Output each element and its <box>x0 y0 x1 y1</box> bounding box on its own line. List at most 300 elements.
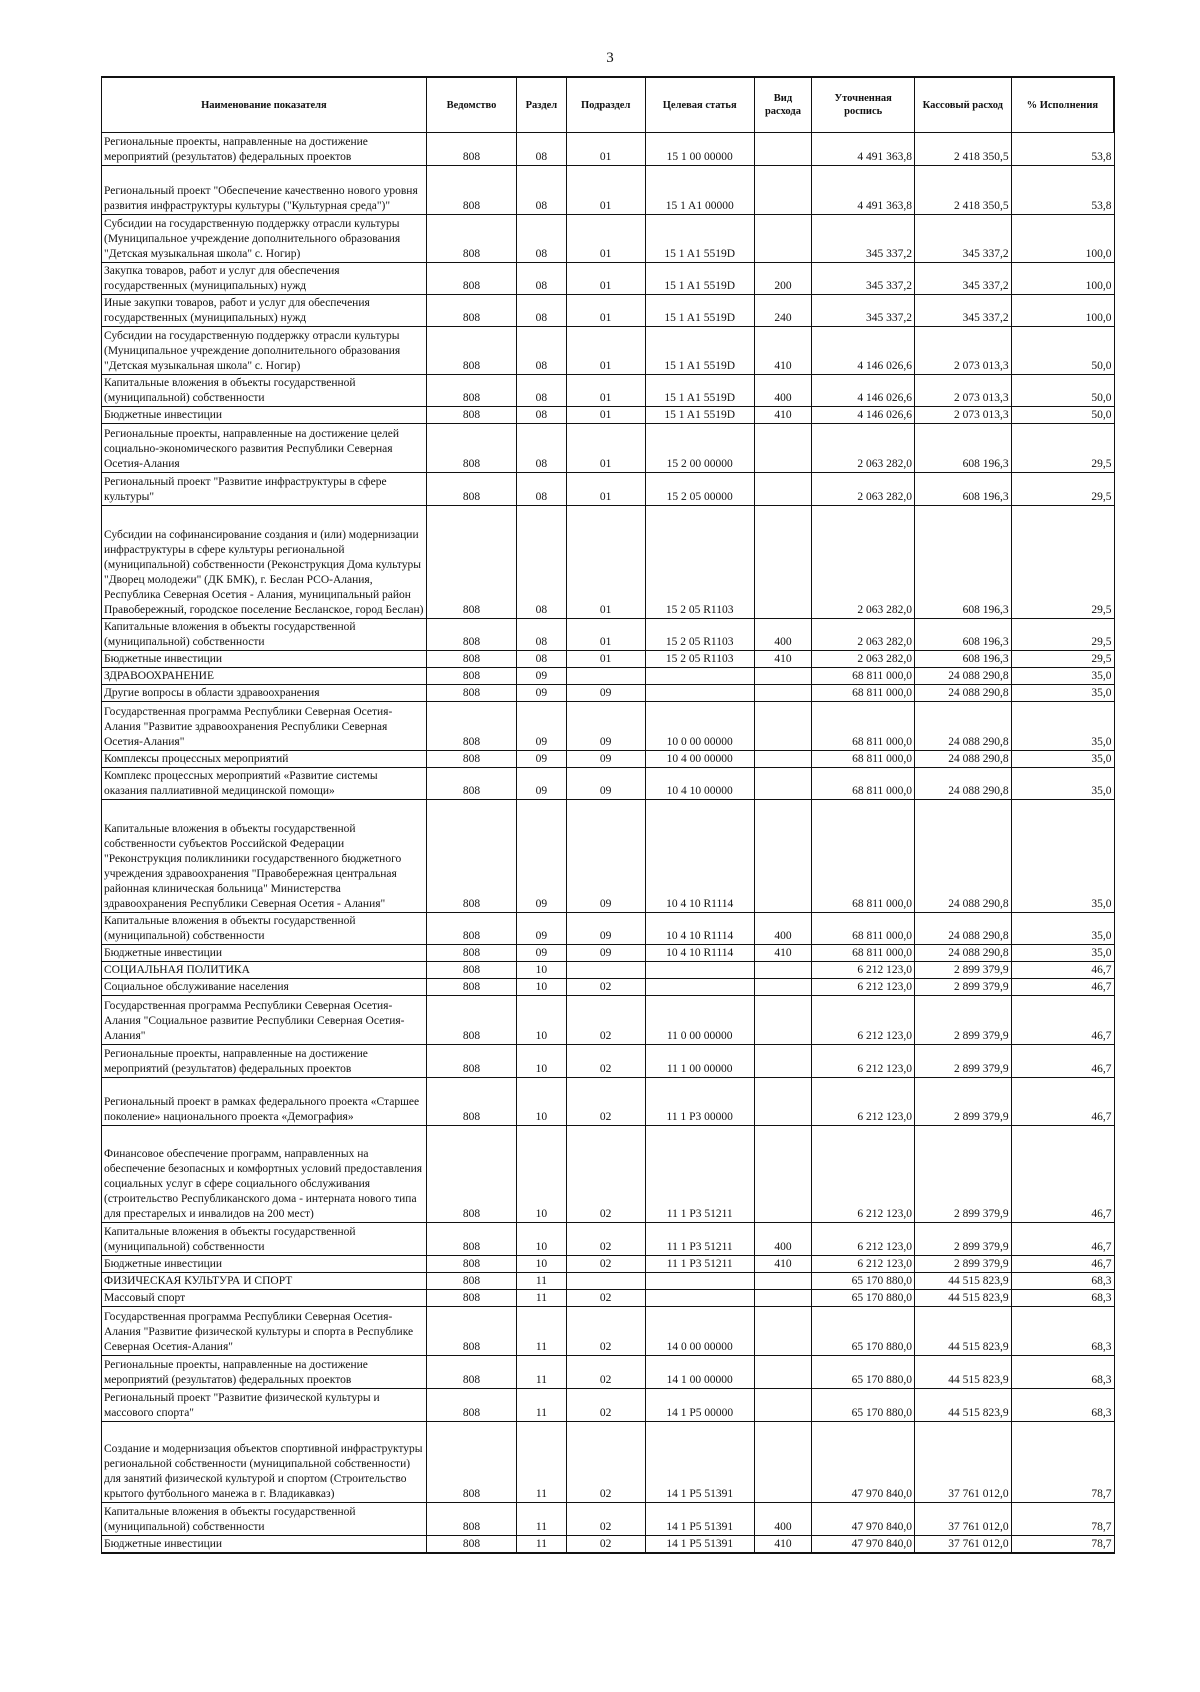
cell-name: Капитальные вложения в объекты государственной (муниципальной) собственности <box>102 619 427 651</box>
cell-utochnennaya-rospis: 68 811 000,0 <box>812 685 915 702</box>
cell-vedomstvo: 808 <box>426 1307 516 1356</box>
cell-podrazdel: 02 <box>566 1045 645 1078</box>
table-row <box>102 913 1115 945</box>
cell-utochnennaya-rospis: 68 811 000,0 <box>812 945 915 962</box>
cell-celevaya-statya: 15 1 A1 5519D <box>645 375 754 407</box>
cell-vedomstvo: 808 <box>426 375 516 407</box>
cell-podrazdel: 02 <box>566 1307 645 1356</box>
cell-vid-rashoda: 410 <box>754 407 812 424</box>
cell-vedomstvo: 808 <box>426 768 516 800</box>
table-row <box>102 1256 1115 1273</box>
cell-vedomstvo: 808 <box>426 506 516 619</box>
cell-kassovy-rashod: 2 899 379,9 <box>915 996 1012 1045</box>
table-row <box>102 1078 1115 1126</box>
cell-vid-rashoda: 400 <box>754 1223 812 1256</box>
cell-vid-rashoda <box>754 1126 812 1223</box>
cell-kassovy-rashod: 37 761 012,0 <box>915 1422 1012 1503</box>
cell-vid-rashoda <box>754 215 812 263</box>
cell-kassovy-rashod: 608 196,3 <box>915 619 1012 651</box>
cell-kassovy-rashod: 2 899 379,9 <box>915 979 1012 996</box>
cell-podrazdel: 01 <box>566 424 645 473</box>
cell-ispolnenie: 100,0 <box>1011 263 1114 295</box>
cell-vedomstvo: 808 <box>426 424 516 473</box>
cell-vid-rashoda <box>754 1273 812 1290</box>
table-row <box>102 979 1115 996</box>
cell-name: Региональный проект "Обеспечение качественно нового уровня развития инфраструктуры культуры ("Культурная среда")" <box>102 166 427 215</box>
cell-razdel: 11 <box>517 1503 566 1536</box>
cell-vedomstvo: 808 <box>426 962 516 979</box>
cell-ispolnenie: 78,7 <box>1011 1536 1114 1553</box>
cell-name: Капитальные вложения в объекты государственной (муниципальной) собственности <box>102 1503 427 1536</box>
cell-vid-rashoda <box>754 1078 812 1126</box>
cell-podrazdel: 02 <box>566 1078 645 1126</box>
cell-utochnennaya-rospis: 6 212 123,0 <box>812 979 915 996</box>
cell-vid-rashoda <box>754 1290 812 1307</box>
cell-razdel: 08 <box>517 473 566 506</box>
cell-celevaya-statya: 15 1 A1 5519D <box>645 327 754 375</box>
table-row <box>102 685 1115 702</box>
cell-kassovy-rashod: 608 196,3 <box>915 473 1012 506</box>
cell-name: Государственная программа Республики Северная Осетия-Алания "Развитие физической культуры и спорта в Республике Северная Осетия-Алания" <box>102 1307 427 1356</box>
cell-celevaya-statya: 10 4 10 R1114 <box>645 913 754 945</box>
cell-vedomstvo: 808 <box>426 166 516 215</box>
cell-vid-rashoda: 410 <box>754 1536 812 1553</box>
cell-vid-rashoda <box>754 506 812 619</box>
cell-kassovy-rashod: 44 515 823,9 <box>915 1273 1012 1290</box>
cell-vedomstvo: 808 <box>426 215 516 263</box>
cell-kassovy-rashod: 24 088 290,8 <box>915 913 1012 945</box>
cell-razdel: 09 <box>517 768 566 800</box>
cell-kassovy-rashod: 2 899 379,9 <box>915 1078 1012 1126</box>
cell-name: Бюджетные инвестиции <box>102 1256 427 1273</box>
cell-ispolnenie: 100,0 <box>1011 295 1114 327</box>
cell-ispolnenie: 46,7 <box>1011 996 1114 1045</box>
cell-razdel: 09 <box>517 685 566 702</box>
table-row <box>102 962 1115 979</box>
cell-kassovy-rashod: 24 088 290,8 <box>915 685 1012 702</box>
cell-kassovy-rashod: 44 515 823,9 <box>915 1290 1012 1307</box>
cell-name: Социальное обслуживание населения <box>102 979 427 996</box>
cell-utochnennaya-rospis: 345 337,2 <box>812 295 915 327</box>
cell-ispolnenie: 46,7 <box>1011 962 1114 979</box>
cell-celevaya-statya: 14 0 00 00000 <box>645 1307 754 1356</box>
cell-utochnennaya-rospis: 2 063 282,0 <box>812 651 915 668</box>
cell-utochnennaya-rospis: 47 970 840,0 <box>812 1422 915 1503</box>
cell-utochnennaya-rospis: 68 811 000,0 <box>812 668 915 685</box>
cell-utochnennaya-rospis: 345 337,2 <box>812 215 915 263</box>
cell-vedomstvo: 808 <box>426 1389 516 1422</box>
cell-razdel: 08 <box>517 133 566 166</box>
cell-ispolnenie: 35,0 <box>1011 702 1114 751</box>
cell-celevaya-statya: 14 1 P5 00000 <box>645 1389 754 1422</box>
cell-kassovy-rashod: 37 761 012,0 <box>915 1536 1012 1553</box>
cell-podrazdel: 02 <box>566 1422 645 1503</box>
cell-utochnennaya-rospis: 6 212 123,0 <box>812 1256 915 1273</box>
cell-celevaya-statya <box>645 1290 754 1307</box>
header-vedomstvo: Ведомство <box>426 77 516 133</box>
cell-kassovy-rashod: 37 761 012,0 <box>915 1503 1012 1536</box>
table-row <box>102 133 1115 166</box>
table-row <box>102 1045 1115 1078</box>
cell-vedomstvo: 808 <box>426 1256 516 1273</box>
cell-vid-rashoda: 400 <box>754 375 812 407</box>
table-row <box>102 375 1115 407</box>
cell-vedomstvo: 808 <box>426 1503 516 1536</box>
cell-utochnennaya-rospis: 2 063 282,0 <box>812 506 915 619</box>
cell-utochnennaya-rospis: 6 212 123,0 <box>812 1126 915 1223</box>
cell-ispolnenie: 35,0 <box>1011 913 1114 945</box>
cell-razdel: 10 <box>517 979 566 996</box>
cell-vid-rashoda <box>754 424 812 473</box>
cell-vedomstvo: 808 <box>426 1223 516 1256</box>
table-row <box>102 1503 1115 1536</box>
cell-celevaya-statya: 10 4 10 R1114 <box>645 945 754 962</box>
cell-vedomstvo: 808 <box>426 1273 516 1290</box>
cell-vid-rashoda <box>754 1356 812 1389</box>
cell-vedomstvo: 808 <box>426 1356 516 1389</box>
cell-vedomstvo: 808 <box>426 651 516 668</box>
table-row <box>102 668 1115 685</box>
cell-celevaya-statya: 14 1 P5 51391 <box>645 1503 754 1536</box>
cell-name: Региональные проекты, направленные на достижение целей социально-экономического развития Республики Северная Осетия-Алания <box>102 424 427 473</box>
cell-podrazdel: 01 <box>566 407 645 424</box>
cell-kassovy-rashod: 44 515 823,9 <box>915 1389 1012 1422</box>
cell-name: Капитальные вложения в объекты государственной (муниципальной) собственности <box>102 1223 427 1256</box>
cell-podrazdel <box>566 1273 645 1290</box>
cell-ispolnenie: 46,7 <box>1011 979 1114 996</box>
cell-name: Бюджетные инвестиции <box>102 1536 427 1553</box>
cell-podrazdel: 01 <box>566 506 645 619</box>
cell-vedomstvo: 808 <box>426 407 516 424</box>
cell-ispolnenie: 46,7 <box>1011 1078 1114 1126</box>
cell-utochnennaya-rospis: 65 170 880,0 <box>812 1290 915 1307</box>
cell-razdel: 09 <box>517 751 566 768</box>
cell-name: Региональный проект в рамках федерального проекта «Старшее поколение» национального проекта «Демография» <box>102 1078 427 1126</box>
cell-name: Государственная программа Республики Северная Осетия-Алания "Развитие здравоохранения Республики Северная Осетия-Алания" <box>102 702 427 751</box>
cell-razdel: 10 <box>517 1223 566 1256</box>
table-row <box>102 1290 1115 1307</box>
cell-vid-rashoda: 400 <box>754 619 812 651</box>
cell-vid-rashoda: 240 <box>754 295 812 327</box>
cell-podrazdel <box>566 668 645 685</box>
table-row <box>102 1307 1115 1356</box>
cell-ispolnenie: 35,0 <box>1011 668 1114 685</box>
table-row <box>102 619 1115 651</box>
header-razdel: Раздел <box>517 77 566 133</box>
cell-kassovy-rashod: 608 196,3 <box>915 506 1012 619</box>
header-utochnennaya-rospis: Уточненная роспись <box>812 77 915 133</box>
cell-razdel: 08 <box>517 619 566 651</box>
cell-celevaya-statya: 15 1 A1 5519D <box>645 215 754 263</box>
table-row <box>102 407 1115 424</box>
cell-utochnennaya-rospis: 68 811 000,0 <box>812 800 915 913</box>
cell-razdel: 09 <box>517 945 566 962</box>
cell-name: Комплексы процессных мероприятий <box>102 751 427 768</box>
cell-name: Бюджетные инвестиции <box>102 945 427 962</box>
cell-vedomstvo: 808 <box>426 327 516 375</box>
table-row <box>102 1223 1115 1256</box>
table-row <box>102 1389 1115 1422</box>
cell-celevaya-statya: 14 1 P5 51391 <box>645 1536 754 1553</box>
cell-vedomstvo: 808 <box>426 263 516 295</box>
cell-vid-rashoda <box>754 962 812 979</box>
cell-ispolnenie: 68,3 <box>1011 1290 1114 1307</box>
cell-name: Региональный проект "Развитие физической культуры и массового спорта" <box>102 1389 427 1422</box>
cell-celevaya-statya: 10 4 10 R1114 <box>645 800 754 913</box>
cell-vid-rashoda: 410 <box>754 651 812 668</box>
cell-vedomstvo: 808 <box>426 996 516 1045</box>
cell-razdel: 09 <box>517 702 566 751</box>
cell-vid-rashoda <box>754 668 812 685</box>
cell-podrazdel: 01 <box>566 215 645 263</box>
cell-podrazdel <box>566 962 645 979</box>
cell-razdel: 10 <box>517 1078 566 1126</box>
cell-vedomstvo: 808 <box>426 979 516 996</box>
header-kassovy-rashod: Кассовый расход <box>915 77 1012 133</box>
cell-kassovy-rashod: 24 088 290,8 <box>915 668 1012 685</box>
cell-ispolnenie: 35,0 <box>1011 945 1114 962</box>
cell-utochnennaya-rospis: 6 212 123,0 <box>812 1078 915 1126</box>
cell-utochnennaya-rospis: 2 063 282,0 <box>812 619 915 651</box>
cell-utochnennaya-rospis: 47 970 840,0 <box>812 1536 915 1553</box>
cell-name: Региональный проект "Развитие инфраструктуры в сфере культуры" <box>102 473 427 506</box>
cell-razdel: 08 <box>517 424 566 473</box>
cell-celevaya-statya: 15 1 A1 00000 <box>645 166 754 215</box>
cell-celevaya-statya: 10 0 00 00000 <box>645 702 754 751</box>
cell-celevaya-statya: 15 1 A1 5519D <box>645 295 754 327</box>
cell-ispolnenie: 35,0 <box>1011 800 1114 913</box>
cell-razdel: 09 <box>517 668 566 685</box>
cell-utochnennaya-rospis: 6 212 123,0 <box>812 1045 915 1078</box>
cell-kassovy-rashod: 24 088 290,8 <box>915 751 1012 768</box>
cell-celevaya-statya: 15 2 00 00000 <box>645 424 754 473</box>
cell-ispolnenie: 46,7 <box>1011 1045 1114 1078</box>
cell-kassovy-rashod: 2 418 350,5 <box>915 133 1012 166</box>
cell-vid-rashoda <box>754 996 812 1045</box>
cell-name: Капитальные вложения в объекты государственной (муниципальной) собственности <box>102 913 427 945</box>
cell-kassovy-rashod: 24 088 290,8 <box>915 768 1012 800</box>
cell-razdel: 08 <box>517 166 566 215</box>
cell-name: ЗДРАВООХРАНЕНИЕ <box>102 668 427 685</box>
cell-name: ФИЗИЧЕСКАЯ КУЛЬТУРА И СПОРТ <box>102 1273 427 1290</box>
cell-ispolnenie: 29,5 <box>1011 473 1114 506</box>
cell-kassovy-rashod: 608 196,3 <box>915 424 1012 473</box>
cell-vedomstvo: 808 <box>426 619 516 651</box>
cell-celevaya-statya <box>645 668 754 685</box>
cell-razdel: 10 <box>517 1045 566 1078</box>
budget-execution-table <box>101 76 1115 1554</box>
cell-razdel: 08 <box>517 263 566 295</box>
cell-utochnennaya-rospis: 345 337,2 <box>812 263 915 295</box>
table-row <box>102 295 1115 327</box>
cell-vid-rashoda <box>754 473 812 506</box>
table-row <box>102 1356 1115 1389</box>
cell-vedomstvo: 808 <box>426 1126 516 1223</box>
cell-vid-rashoda: 410 <box>754 945 812 962</box>
cell-vid-rashoda <box>754 1307 812 1356</box>
cell-vid-rashoda: 410 <box>754 1256 812 1273</box>
cell-podrazdel: 09 <box>566 768 645 800</box>
cell-celevaya-statya <box>645 685 754 702</box>
cell-utochnennaya-rospis: 65 170 880,0 <box>812 1356 915 1389</box>
header-name: Наименование показателя <box>102 77 427 133</box>
cell-ispolnenie: 46,7 <box>1011 1223 1114 1256</box>
table-body <box>102 133 1115 1553</box>
cell-vedomstvo: 808 <box>426 702 516 751</box>
cell-podrazdel: 09 <box>566 913 645 945</box>
cell-kassovy-rashod: 24 088 290,8 <box>915 702 1012 751</box>
cell-utochnennaya-rospis: 65 170 880,0 <box>812 1389 915 1422</box>
cell-podrazdel: 01 <box>566 375 645 407</box>
cell-ispolnenie: 68,3 <box>1011 1356 1114 1389</box>
cell-ispolnenie: 100,0 <box>1011 215 1114 263</box>
cell-razdel: 11 <box>517 1536 566 1553</box>
table-row <box>102 166 1115 215</box>
cell-celevaya-statya: 15 1 00 00000 <box>645 133 754 166</box>
cell-razdel: 11 <box>517 1290 566 1307</box>
cell-vedomstvo: 808 <box>426 800 516 913</box>
cell-podrazdel: 01 <box>566 473 645 506</box>
cell-vedomstvo: 808 <box>426 1422 516 1503</box>
cell-kassovy-rashod: 345 337,2 <box>915 295 1012 327</box>
cell-razdel: 08 <box>517 215 566 263</box>
cell-utochnennaya-rospis: 4 491 363,8 <box>812 133 915 166</box>
cell-name: Региональные проекты, направленные на достижение мероприятий (результатов) федеральных проектов <box>102 1045 427 1078</box>
table-row <box>102 945 1115 962</box>
cell-name: СОЦИАЛЬНАЯ ПОЛИТИКА <box>102 962 427 979</box>
cell-ispolnenie: 78,7 <box>1011 1422 1114 1503</box>
cell-ispolnenie: 35,0 <box>1011 768 1114 800</box>
cell-kassovy-rashod: 2 073 013,3 <box>915 327 1012 375</box>
cell-vid-rashoda: 400 <box>754 1503 812 1536</box>
cell-name: Субсидии на государственную поддержку отрасли культуры (Муниципальное учреждение дополнительного образования "Детская музыкальная школа" с. Ногир) <box>102 327 427 375</box>
cell-razdel: 10 <box>517 996 566 1045</box>
table-row <box>102 424 1115 473</box>
cell-podrazdel: 01 <box>566 166 645 215</box>
cell-utochnennaya-rospis: 6 212 123,0 <box>812 1223 915 1256</box>
cell-ispolnenie: 50,0 <box>1011 327 1114 375</box>
cell-celevaya-statya: 14 1 00 00000 <box>645 1356 754 1389</box>
cell-ispolnenie: 68,3 <box>1011 1273 1114 1290</box>
cell-celevaya-statya <box>645 962 754 979</box>
cell-podrazdel: 01 <box>566 651 645 668</box>
cell-utochnennaya-rospis: 65 170 880,0 <box>812 1273 915 1290</box>
table-row <box>102 1536 1115 1553</box>
cell-podrazdel: 01 <box>566 295 645 327</box>
cell-kassovy-rashod: 24 088 290,8 <box>915 945 1012 962</box>
cell-vid-rashoda <box>754 751 812 768</box>
cell-kassovy-rashod: 2 073 013,3 <box>915 407 1012 424</box>
cell-podrazdel: 01 <box>566 619 645 651</box>
cell-celevaya-statya: 11 1 P3 51211 <box>645 1126 754 1223</box>
cell-razdel: 08 <box>517 375 566 407</box>
cell-celevaya-statya: 11 1 P3 51211 <box>645 1223 754 1256</box>
cell-utochnennaya-rospis: 68 811 000,0 <box>812 913 915 945</box>
cell-name: Финансовое обеспечение программ, направленных на обеспечение безопасных и комфортных условий предоставления социальных услуг в сфере социального обслуживания (строительство Республиканского дома - интерната нового типа для престарелых и инвалидов на 200 мест) <box>102 1126 427 1223</box>
cell-celevaya-statya <box>645 1273 754 1290</box>
cell-utochnennaya-rospis: 4 146 026,6 <box>812 327 915 375</box>
table-row <box>102 1273 1115 1290</box>
cell-vid-rashoda <box>754 800 812 913</box>
cell-name: Региональные проекты, направленные на достижение мероприятий (результатов) федеральных проектов <box>102 133 427 166</box>
header-podrazdel: Подраздел <box>566 77 645 133</box>
cell-podrazdel: 02 <box>566 1536 645 1553</box>
cell-vedomstvo: 808 <box>426 751 516 768</box>
table-row <box>102 800 1115 913</box>
cell-vedomstvo: 808 <box>426 913 516 945</box>
cell-utochnennaya-rospis: 65 170 880,0 <box>812 1307 915 1356</box>
cell-podrazdel: 02 <box>566 1223 645 1256</box>
cell-celevaya-statya: 14 1 P5 51391 <box>645 1422 754 1503</box>
cell-name: Создание и модернизация объектов спортивной инфраструктуры региональной собственности (муниципальной собственности) для занятий физической культурой и спортом (Строительство крытого футбольного манежа в г. Владикавказ) <box>102 1422 427 1503</box>
cell-vid-rashoda: 400 <box>754 913 812 945</box>
cell-podrazdel: 02 <box>566 996 645 1045</box>
cell-podrazdel: 02 <box>566 979 645 996</box>
cell-celevaya-statya: 15 1 A1 5519D <box>645 263 754 295</box>
cell-ispolnenie: 53,8 <box>1011 133 1114 166</box>
cell-utochnennaya-rospis: 2 063 282,0 <box>812 473 915 506</box>
table-row <box>102 1126 1115 1223</box>
cell-celevaya-statya: 11 1 P3 51211 <box>645 1256 754 1273</box>
cell-name: Бюджетные инвестиции <box>102 651 427 668</box>
cell-kassovy-rashod: 608 196,3 <box>915 651 1012 668</box>
cell-ispolnenie: 35,0 <box>1011 751 1114 768</box>
cell-vid-rashoda <box>754 1422 812 1503</box>
cell-kassovy-rashod: 345 337,2 <box>915 263 1012 295</box>
cell-name: Капитальные вложения в объекты государственной (муниципальной) собственности <box>102 375 427 407</box>
cell-podrazdel: 01 <box>566 327 645 375</box>
cell-vid-rashoda <box>754 979 812 996</box>
cell-ispolnenie: 68,3 <box>1011 1307 1114 1356</box>
cell-podrazdel: 02 <box>566 1503 645 1536</box>
cell-kassovy-rashod: 2 899 379,9 <box>915 1223 1012 1256</box>
cell-celevaya-statya: 15 1 A1 5519D <box>645 407 754 424</box>
cell-razdel: 10 <box>517 1256 566 1273</box>
cell-kassovy-rashod: 24 088 290,8 <box>915 800 1012 913</box>
cell-vid-rashoda <box>754 133 812 166</box>
cell-celevaya-statya: 15 2 05 00000 <box>645 473 754 506</box>
cell-vid-rashoda <box>754 685 812 702</box>
cell-kassovy-rashod: 2 418 350,5 <box>915 166 1012 215</box>
cell-razdel: 10 <box>517 962 566 979</box>
cell-razdel: 08 <box>517 295 566 327</box>
cell-ispolnenie: 29,5 <box>1011 424 1114 473</box>
cell-ispolnenie: 68,3 <box>1011 1389 1114 1422</box>
cell-podrazdel: 02 <box>566 1126 645 1223</box>
cell-vedomstvo: 808 <box>426 685 516 702</box>
cell-kassovy-rashod: 2 899 379,9 <box>915 1126 1012 1223</box>
cell-vedomstvo: 808 <box>426 945 516 962</box>
cell-kassovy-rashod: 44 515 823,9 <box>915 1307 1012 1356</box>
cell-vedomstvo: 808 <box>426 1536 516 1553</box>
cell-celevaya-statya <box>645 979 754 996</box>
cell-ispolnenie: 46,7 <box>1011 1126 1114 1223</box>
cell-podrazdel: 01 <box>566 133 645 166</box>
cell-kassovy-rashod: 2 073 013,3 <box>915 375 1012 407</box>
cell-razdel: 08 <box>517 506 566 619</box>
cell-ispolnenie: 78,7 <box>1011 1503 1114 1536</box>
cell-podrazdel: 02 <box>566 1389 645 1422</box>
cell-podrazdel: 02 <box>566 1256 645 1273</box>
cell-celevaya-statya: 11 1 00 00000 <box>645 1045 754 1078</box>
cell-vedomstvo: 808 <box>426 668 516 685</box>
cell-name: Другие вопросы в области здравоохранения <box>102 685 427 702</box>
cell-ispolnenie: 29,5 <box>1011 619 1114 651</box>
cell-podrazdel: 09 <box>566 800 645 913</box>
cell-razdel: 08 <box>517 407 566 424</box>
cell-razdel: 08 <box>517 651 566 668</box>
cell-vid-rashoda <box>754 1389 812 1422</box>
